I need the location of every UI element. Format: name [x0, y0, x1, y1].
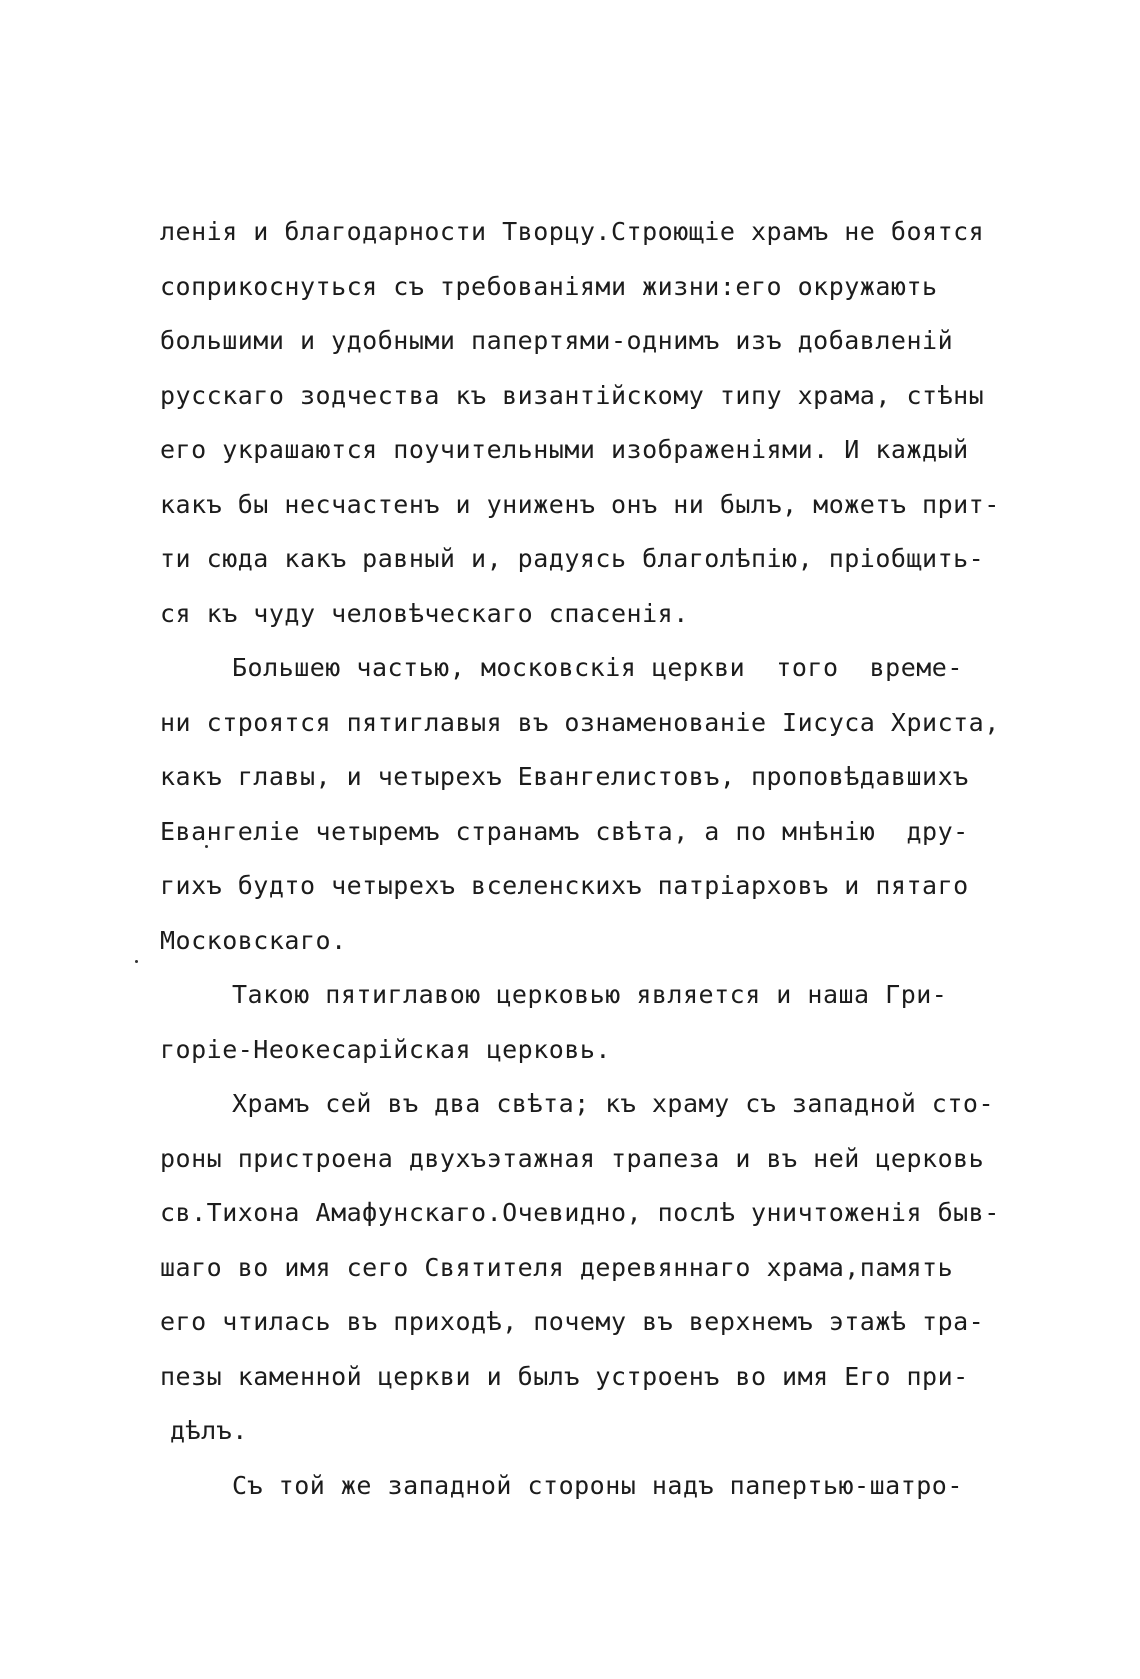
text-line: дѣлъ. — [170, 1416, 248, 1445]
paragraph-start-line: Съ той же западной стороны надъ папертью-шатро- — [232, 1470, 963, 1500]
text-line: ленія и благодарности Творцу.Строющіе храмъ не боятся — [160, 217, 985, 246]
text-line: Евангеліе четыремъ странамъ свѣта, а по мнѣнію дру- — [160, 816, 969, 846]
text-line: его чтилась въ приходѣ, почему въ верхнемъ этажѣ тра- — [160, 1307, 985, 1336]
text-line: горіе-Неокесарійская церковь. — [160, 1034, 611, 1064]
text-line: ся къ чуду человѣческаго спасенія. — [160, 598, 689, 628]
text-line: пезы каменной церкви и былъ устроенъ во имя Его при- — [160, 1361, 969, 1391]
text-line: гихъ будто четырехъ вселенскихъ патріарховъ и пятаго — [160, 871, 969, 900]
text-line: св.Тихона Амафунскаго.Очевидно, послѣ уничтоженія быв- — [160, 1198, 1000, 1227]
text-line: шаго во имя сего Святителя деревяннаго храма,память — [160, 1252, 954, 1282]
scan-speck — [205, 845, 208, 848]
typewritten-text — [160, 205, 1020, 1513]
paragraph-start-line: Большею частью, московскія церкви того време- — [232, 653, 963, 682]
scan-speck — [135, 960, 138, 963]
text-line: Московскаго. — [160, 925, 347, 955]
text-line: соприкоснуться съ требованіями жизни:его окружають — [160, 271, 938, 301]
text-line: роны пристроена двухъэтажная трапеза и въ ней церковь — [160, 1143, 985, 1173]
paragraph-start-line: Храмъ сей въ два свѣта; къ храму съ западной сто- — [232, 1089, 995, 1118]
text-line: ни строятся пятиглавыя въ ознаменованіе Іисуса Христа, — [160, 707, 1000, 737]
text-line: большими и удобными папертями-однимъ изъ добавленій — [160, 326, 954, 355]
text-line: ти сюда какъ равный и, радуясь благолѣпію, пріобщить- — [160, 544, 985, 573]
text-line: какъ бы несчастенъ и униженъ онъ ни былъ, можетъ прит- — [160, 489, 1000, 519]
text-line: его украшаются поучительными изображеніями. И каждый — [160, 435, 969, 464]
text-line: русскаго зодчества къ византійскому типу храма, стѣны — [160, 380, 985, 410]
text-line: какъ главы, и четырехъ Евангелистовъ, проповѣдавшихъ — [160, 762, 969, 791]
paragraph-start-line: Такою пятиглавою церковью является и наша Гри- — [232, 980, 948, 1009]
